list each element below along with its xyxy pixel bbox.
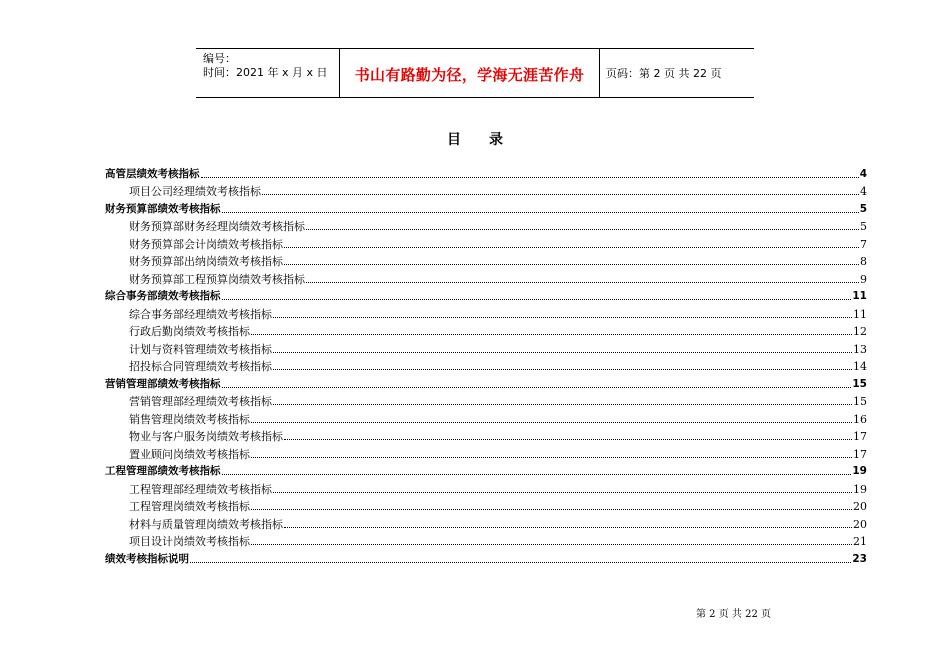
toc-entry-title: 工程管理部经理绩效考核指标 [129, 482, 272, 496]
dot-leader [222, 473, 852, 475]
dot-leader [273, 491, 852, 493]
toc-page-number: 20 [853, 517, 867, 531]
dot-leader [284, 438, 852, 440]
toc-subsection-entry[interactable] [105, 513, 867, 531]
toc-page-number: 20 [853, 500, 867, 513]
dot-leader [251, 333, 852, 335]
toc-subsection-entry[interactable] [105, 408, 867, 426]
document-header [196, 48, 754, 98]
table-of-contents [105, 163, 867, 566]
dot-leader [306, 228, 859, 230]
toc-section-entry[interactable] [105, 198, 867, 216]
toc-entry-title: 计划与资料管理绩效考核指标 [129, 342, 272, 356]
toc-page-number: 21 [853, 535, 867, 548]
toc-entry-title: 项目公司经理绩效考核指标 [129, 185, 261, 198]
header-right-cell [600, 49, 754, 97]
toc-page-number: 4 [859, 167, 867, 180]
toc-page-number: 19 [853, 482, 867, 496]
toc-page-number: 19 [852, 465, 867, 477]
toc-entry-title: 综合事务部绩效考核指标 [105, 290, 221, 302]
toc-entry-title: 销售管理岗绩效考核指标 [129, 412, 250, 426]
dot-leader [251, 456, 852, 458]
toc-page-number: 9 [860, 272, 867, 286]
dot-leader [190, 561, 851, 563]
toc-subsection-entry[interactable] [105, 303, 867, 321]
toc-entry-title: 招投标合同管理绩效考核指标 [129, 360, 272, 373]
toc-title: 目 录 [447, 132, 503, 148]
toc-section-entry[interactable] [105, 286, 867, 304]
toc-page-number: 23 [852, 552, 867, 565]
toc-subsection-entry[interactable] [105, 391, 867, 409]
toc-subsection-entry[interactable] [105, 268, 867, 286]
header-middle-cell [339, 49, 600, 97]
toc-entry-title: 项目设计岗绩效考核指标 [129, 535, 250, 548]
toc-page-number: 11 [853, 307, 867, 321]
time-label: 时间：2021 年 x 月 x 日 [203, 66, 328, 79]
toc-section-entry[interactable] [105, 461, 867, 479]
toc-subsection-entry[interactable] [105, 251, 867, 269]
toc-page-number: 13 [853, 342, 867, 356]
toc-page-number: 17 [853, 447, 867, 461]
toc-entry-title: 财务预算部财务经理岗绩效考核指标 [129, 220, 305, 233]
toc-page-number: 15 [852, 377, 867, 390]
toc-entry-title: 财务预算部会计岗绩效考核指标 [129, 237, 283, 251]
toc-page-number: 17 [853, 430, 867, 443]
toc-entry-title: 材料与质量管理岗绩效考核指标 [129, 517, 283, 531]
dot-leader [251, 508, 852, 510]
dot-leader [273, 351, 852, 353]
toc-subsection-entry[interactable] [105, 496, 867, 514]
dot-leader [222, 386, 852, 388]
toc-page-number: 7 [860, 237, 867, 251]
dot-leader [251, 421, 852, 423]
toc-page-number: 12 [853, 325, 867, 338]
toc-entry-title: 高管层绩效考核指标 [105, 167, 200, 180]
toc-section-entry[interactable] [105, 163, 867, 181]
dot-leader [284, 526, 852, 528]
dot-leader [284, 263, 859, 265]
toc-subsection-entry[interactable] [105, 356, 867, 374]
toc-page-number: 15 [853, 395, 867, 408]
toc-page-number: 14 [853, 360, 867, 373]
toc-page-number: 4 [860, 185, 867, 198]
toc-page-number: 5 [859, 202, 867, 215]
dot-leader [273, 403, 852, 405]
toc-subsection-entry[interactable] [105, 216, 867, 234]
dot-leader [284, 246, 859, 248]
toc-entry-title: 营销管理部经理绩效考核指标 [129, 395, 272, 408]
toc-page-number: 5 [860, 220, 867, 233]
toc-entry-title: 工程管理部绩效考核指标 [105, 465, 221, 477]
toc-entry-title: 行政后勤岗绩效考核指标 [129, 325, 250, 338]
dot-leader [273, 368, 852, 370]
toc-entry-title: 绩效考核指标说明 [105, 552, 189, 565]
toc-page-number: 16 [853, 412, 867, 426]
toc-entry-title: 营销管理部绩效考核指标 [105, 377, 221, 390]
dot-leader [222, 298, 852, 300]
header-left-cell [196, 49, 339, 97]
toc-subsection-entry[interactable] [105, 478, 867, 496]
serial-label: 编号： [203, 52, 236, 65]
toc-entry-title: 物业与客户服务岗绩效考核指标 [129, 430, 283, 443]
dot-leader [262, 193, 859, 195]
toc-subsection-entry[interactable] [105, 443, 867, 461]
page-footer: 第 2 页 共 22 页 [696, 609, 771, 620]
dot-leader [201, 176, 859, 178]
dot-leader [306, 281, 859, 283]
dot-leader [222, 211, 859, 213]
toc-entry-title: 财务预算部工程预算岗绩效考核指标 [129, 272, 305, 286]
toc-subsection-entry[interactable] [105, 338, 867, 356]
toc-entry-title: 财务预算部出纳岗绩效考核指标 [129, 255, 283, 268]
toc-page-number: 8 [860, 255, 867, 268]
dot-leader [251, 543, 852, 545]
dot-leader [273, 316, 852, 318]
toc-subsection-entry[interactable] [105, 181, 867, 199]
toc-entry-title: 财务预算部绩效考核指标 [105, 202, 221, 215]
motto-text: 书山有路勤为径，学海无涯苦作舟 [354, 66, 585, 84]
toc-entry-title: 置业顾问岗绩效考核指标 [129, 447, 250, 461]
toc-subsection-entry[interactable] [105, 531, 867, 549]
toc-section-entry[interactable] [105, 373, 867, 391]
toc-subsection-entry[interactable] [105, 233, 867, 251]
page-code: 页码：第 2 页 共 22 页 [606, 67, 722, 80]
toc-page-number: 11 [852, 290, 867, 302]
toc-entry-title: 工程管理岗绩效考核指标 [129, 500, 250, 513]
toc-subsection-entry[interactable] [105, 321, 867, 339]
toc-entry-title: 综合事务部经理绩效考核指标 [129, 307, 272, 321]
toc-subsection-entry[interactable] [105, 426, 867, 444]
toc-section-entry[interactable] [105, 548, 867, 566]
